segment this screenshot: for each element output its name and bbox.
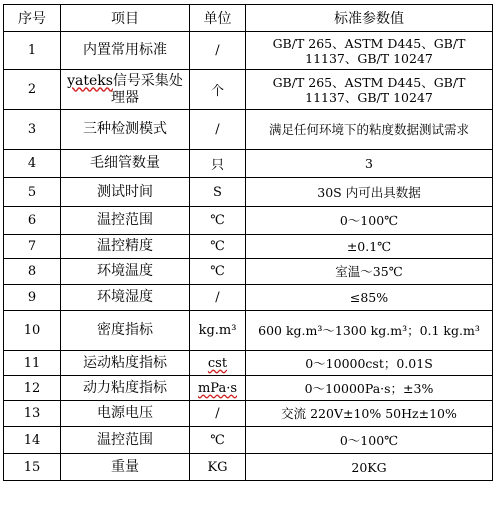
unit-mpa: mPa·s	[197, 380, 238, 396]
row-unit: ℃	[190, 427, 246, 454]
table-row	[4, 70, 493, 110]
row-item: 密度指标	[61, 311, 190, 351]
spec-table	[3, 4, 493, 481]
header-unit: 单位	[190, 5, 246, 32]
header-value: 标准参数值	[246, 5, 493, 32]
row-no: 12	[4, 376, 61, 401]
row-no: 5	[4, 178, 61, 207]
row-item: 环境湿度	[61, 285, 190, 311]
row-value: 0～10000cst；0.01S	[246, 351, 493, 376]
row-item: 动力粘度指标	[61, 376, 190, 401]
row-value: 30S 内可出具数据	[246, 178, 493, 207]
row-value: 600 kg.m³～1300 kg.m³；0.1 kg.m³	[246, 311, 493, 351]
row-no: 4	[4, 150, 61, 178]
row-value: 交流 220V±10% 50Hz±10%	[246, 401, 493, 427]
row-unit	[190, 376, 246, 401]
row-no: 6	[4, 207, 61, 235]
row-item: 温控精度	[61, 235, 190, 259]
row-item	[61, 70, 190, 110]
header-row	[4, 5, 493, 32]
table-body	[4, 32, 493, 481]
table-row	[4, 351, 493, 376]
table-row	[4, 427, 493, 454]
table-row	[4, 454, 493, 481]
row-no: 8	[4, 259, 61, 285]
table-header	[4, 5, 493, 32]
header-item: 项目	[61, 5, 190, 32]
row-no: 1	[4, 32, 61, 70]
row-item: 测试时间	[61, 178, 190, 207]
row-item: 温控范围	[61, 427, 190, 454]
row-item: 温控范围	[61, 207, 190, 235]
row-value: 20KG	[246, 454, 493, 481]
table-row	[4, 150, 493, 178]
row-no: 14	[4, 427, 61, 454]
row-item: 电源电压	[61, 401, 190, 427]
row-unit: kg.m³	[190, 311, 246, 351]
row-no: 3	[4, 110, 61, 150]
table-row	[4, 376, 493, 401]
row-unit: /	[190, 110, 246, 150]
row-no: 15	[4, 454, 61, 481]
row-value: GB/T 265、ASTM D445、GB/T 11137、GB/T 10247	[246, 32, 493, 70]
row-no: 2	[4, 70, 61, 110]
row-value: 满足任何环境下的粘度数据测试需求	[246, 110, 493, 150]
table-row	[4, 32, 493, 70]
row-no: 11	[4, 351, 61, 376]
header-no: 序号	[4, 5, 61, 32]
row-no: 13	[4, 401, 61, 427]
row-unit: /	[190, 401, 246, 427]
row-no: 7	[4, 235, 61, 259]
row-value: GB/T 265、ASTM D445、GB/T 11137、GB/T 10247	[246, 70, 493, 110]
row-value: 0～10000Pa·s；±3%	[246, 376, 493, 401]
row-item: 重量	[61, 454, 190, 481]
table-row	[4, 207, 493, 235]
table-row	[4, 285, 493, 311]
row-item: 三种检测模式	[61, 110, 190, 150]
table-row	[4, 311, 493, 351]
row-value: ±0.1℃	[246, 235, 493, 259]
row-value: ≤85%	[246, 285, 493, 311]
row-item: 环境温度	[61, 259, 190, 285]
row-unit: 个	[190, 70, 246, 110]
row-unit: /	[190, 285, 246, 311]
table-row	[4, 259, 493, 285]
row-item: 运动粘度指标	[61, 351, 190, 376]
row-unit	[190, 351, 246, 376]
row-no: 10	[4, 311, 61, 351]
row-no: 9	[4, 285, 61, 311]
row-item: 毛细管数量	[61, 150, 190, 178]
table-row	[4, 110, 493, 150]
row-value: 3	[246, 150, 493, 178]
row-item: 内置常用标准	[61, 32, 190, 70]
row-unit: /	[190, 32, 246, 70]
row-unit: S	[190, 178, 246, 207]
row-item-rest: 信号采集处理器	[111, 72, 183, 106]
row-unit: ℃	[190, 207, 246, 235]
row-unit: KG	[190, 454, 246, 481]
table-row	[4, 401, 493, 427]
row-value: 0～100℃	[246, 207, 493, 235]
brand-name: yateks	[67, 72, 113, 89]
row-value: 0～100℃	[246, 427, 493, 454]
row-unit: ℃	[190, 259, 246, 285]
unit-cst: cst	[207, 355, 228, 371]
row-value: 室温～35℃	[246, 259, 493, 285]
table-row	[4, 235, 493, 259]
row-unit: ℃	[190, 235, 246, 259]
table-row	[4, 178, 493, 207]
row-unit: 只	[190, 150, 246, 178]
